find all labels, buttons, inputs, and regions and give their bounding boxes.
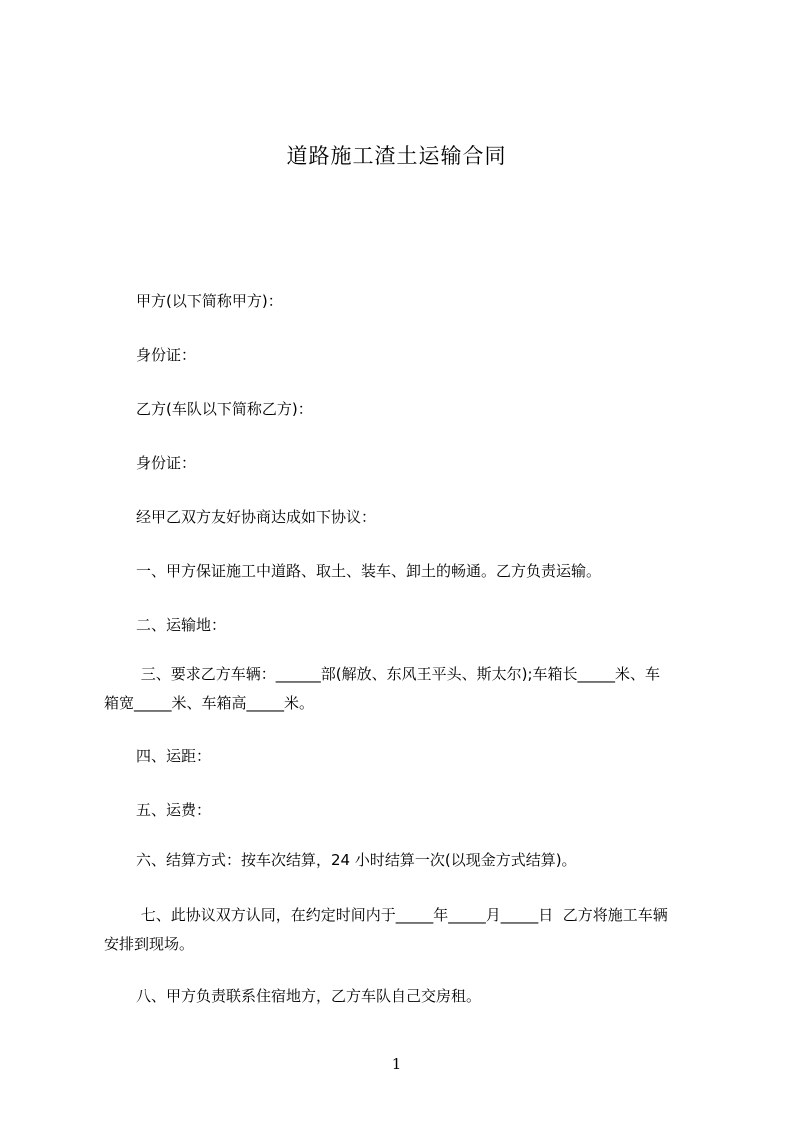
clause-3-line-1: 三、要求乙方车辆：______部(解放、东风王平头、斯太尔);车箱长_____米、车 xyxy=(136,665,661,683)
page-number: 1 xyxy=(391,1055,402,1073)
clause-6: 六、结算方式：按车次结算，24 小时结算一次(以现金方式结算)。 xyxy=(136,851,577,869)
clause-2: 二、运输地： xyxy=(136,616,227,634)
clause-7-line-2: 安排到现场。 xyxy=(104,935,195,953)
party-a-line: 甲方(以下简称甲方)： xyxy=(136,292,283,310)
clause-4: 四、运距： xyxy=(136,747,212,765)
party-b-line: 乙方(车队以下简称乙方)： xyxy=(136,400,313,418)
clause-1: 一、甲方保证施工中道路、取土、装车、卸土的畅通。乙方负责运输。 xyxy=(136,562,602,580)
clause-5: 五、运费： xyxy=(136,801,212,819)
contract-title: 道路施工渣土运输合同 xyxy=(286,144,507,168)
party-a-id-line: 身份证： xyxy=(136,346,197,364)
agreement-intro: 经甲乙双方友好协商达成如下协议： xyxy=(136,508,377,526)
clause-7-line-1: 七、此协议双方认同，在约定时间内于_____年_____月_____日 乙方将施工车辆 xyxy=(136,906,668,924)
party-b-id-line: 身份证： xyxy=(136,454,197,472)
clause-3-line-2: 箱宽_____米、车箱高_____米。 xyxy=(104,694,315,712)
clause-8: 八、甲方负责联系住宿地方，乙方车队自己交房租。 xyxy=(136,987,482,1005)
